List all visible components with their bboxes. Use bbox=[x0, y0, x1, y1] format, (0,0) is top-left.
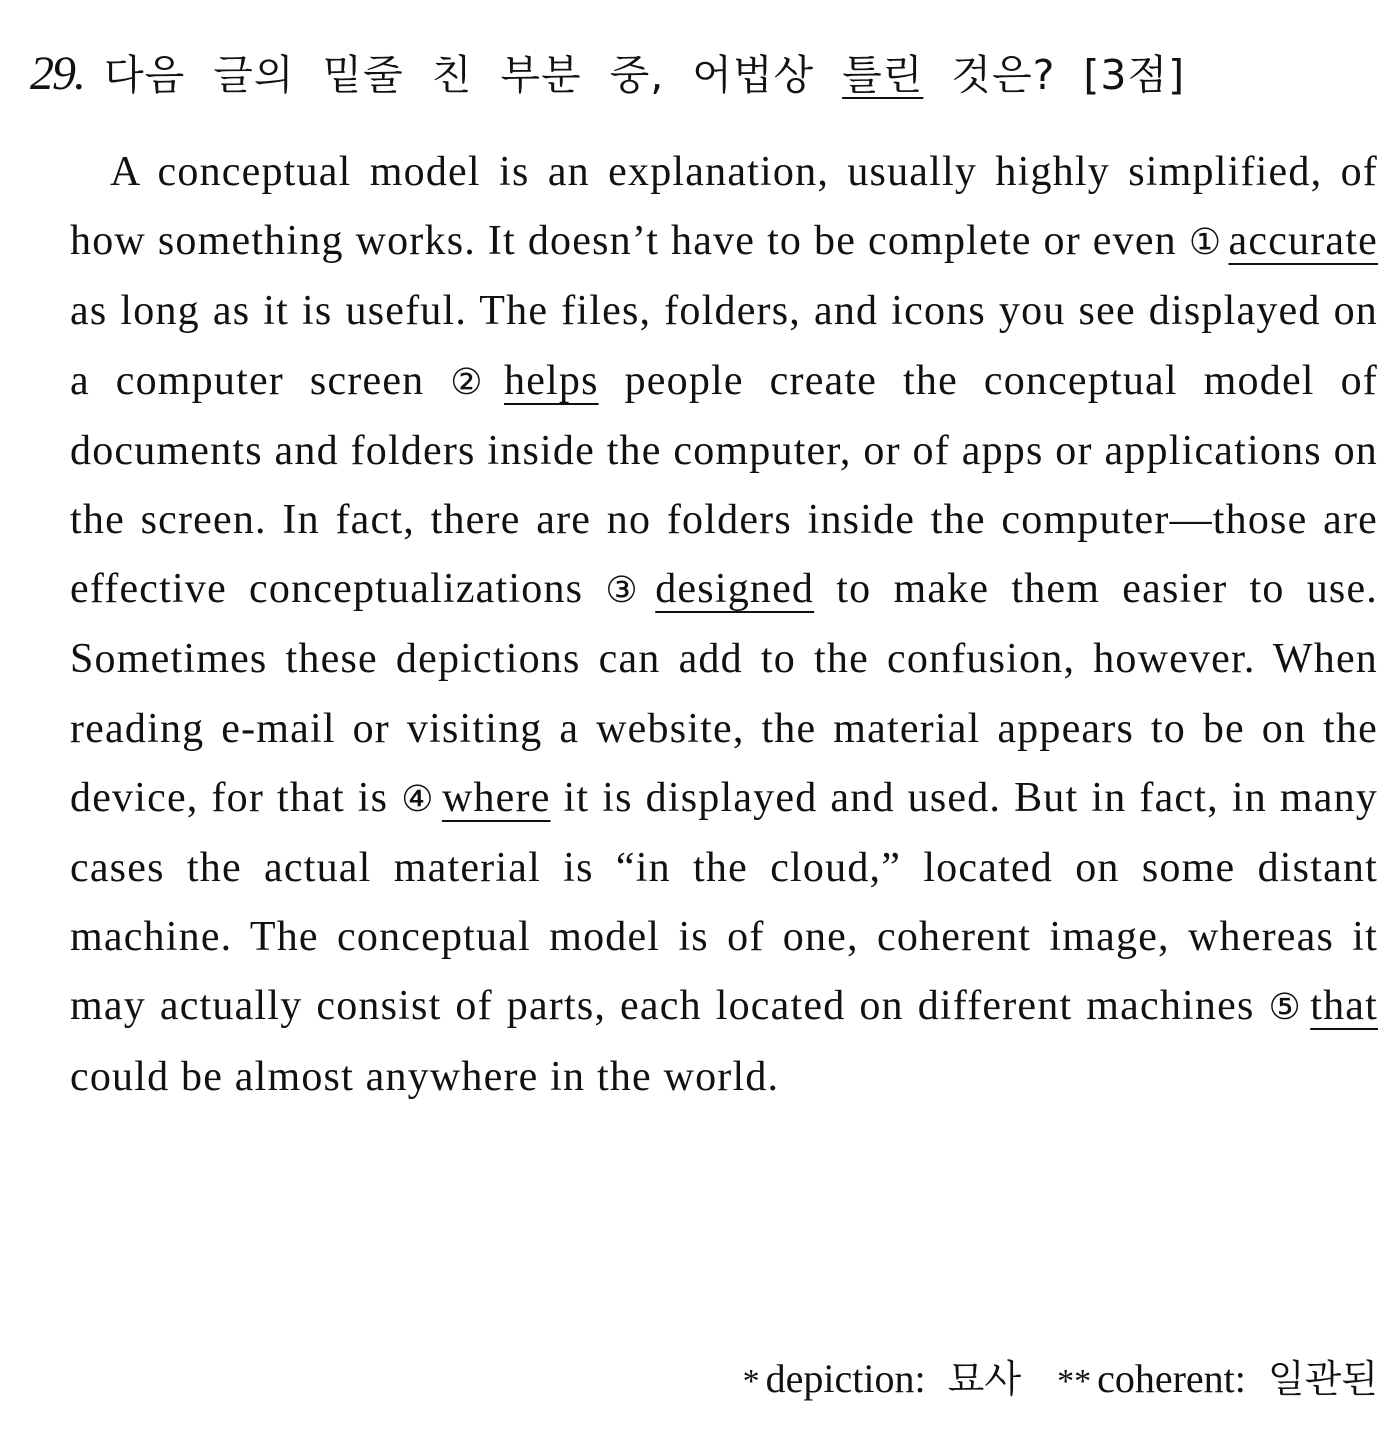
choice-marker-5: ⑤ bbox=[1268, 987, 1305, 1029]
passage-segment-1: A conceptual model is an explanation, usually highly simplified, of how something works. It doesn’t have to be complete or even bbox=[70, 149, 1378, 265]
question-number: 29. bbox=[30, 47, 84, 100]
passage-segment-3: people create the conceptual model of documents and folders inside the computer, or of apps or applications on the screen. In fact, there are no folders inside the computer—those are effective conceptualizations bbox=[70, 357, 1378, 613]
choice-marker-1: ① bbox=[1188, 222, 1223, 264]
footnote-marker: * bbox=[742, 1363, 760, 1400]
footnotes bbox=[743, 1348, 1378, 1404]
footnote-coherent bbox=[1057, 1348, 1378, 1403]
passage-segment-2: as long as it is useful. The files, folders, and icons you see displayed on a computer screen bbox=[70, 288, 1378, 404]
underlined-choice-5: that bbox=[1310, 983, 1378, 1030]
choice-marker-4: ④ bbox=[401, 778, 436, 820]
choice-marker-2: ② bbox=[450, 361, 498, 403]
underlined-choice-2: helps bbox=[504, 357, 599, 404]
passage-segment-6: could be almost anywhere in the world. bbox=[70, 1053, 780, 1100]
underlined-choice-3: designed bbox=[655, 566, 815, 613]
question-prompt bbox=[104, 42, 1185, 101]
choice-marker-3: ③ bbox=[605, 570, 650, 612]
passage-segment-4: to make them easier to use. Sometimes these depictions can add to the confusion, however. When reading e-mail or visiting a website, the material appears to be on the device, for that is bbox=[70, 566, 1378, 821]
question-text-before: 다음 글의 밑줄 친 부분 중, 어법상 bbox=[104, 51, 843, 99]
footnote-gloss: 묘사 bbox=[947, 1357, 1022, 1401]
passage-segment-5: it is displayed and used. But in fact, in many cases the actual material is “in the cloud,” located on some distant machine. The conceptual model is of one, coherent image, whereas it may actually consist of parts, each located on different machines bbox=[70, 774, 1378, 1030]
underlined-choice-4: where bbox=[441, 774, 551, 821]
question-text-underlined: 틀린 bbox=[842, 51, 924, 99]
question-header bbox=[30, 42, 1380, 112]
question-text-after: 것은? [3점] bbox=[923, 51, 1186, 99]
passage bbox=[70, 138, 1378, 1112]
footnote-term: depiction: bbox=[765, 1356, 926, 1401]
footnote-marker: ** bbox=[1057, 1363, 1092, 1400]
underlined-choice-1: accurate bbox=[1228, 218, 1378, 265]
footnote-depiction bbox=[743, 1348, 1021, 1403]
footnote-term: coherent: bbox=[1097, 1356, 1246, 1401]
footnote-gloss: 일관된 bbox=[1267, 1357, 1378, 1401]
